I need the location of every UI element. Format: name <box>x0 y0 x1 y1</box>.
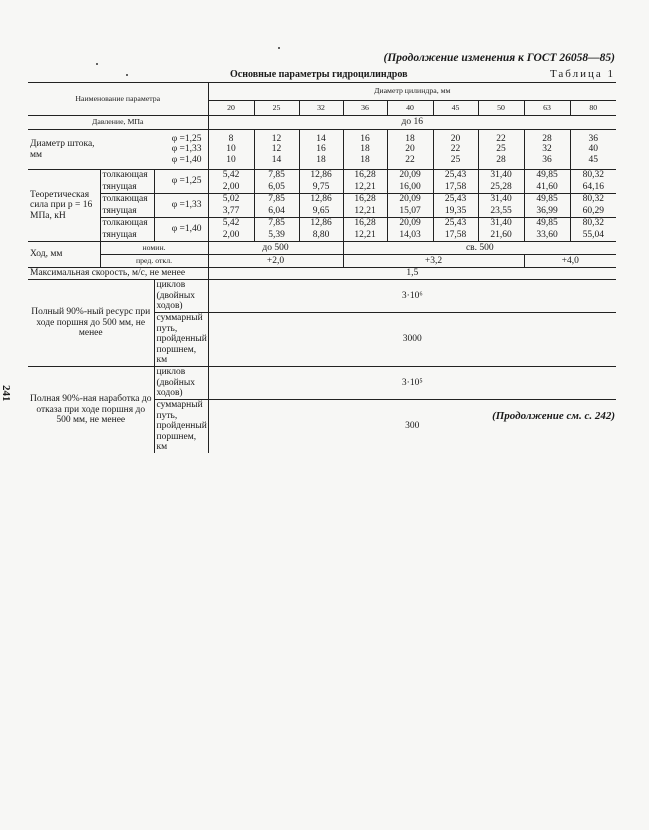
rod-value: 36 <box>542 154 552 165</box>
diameter-32: 32 <box>299 101 343 116</box>
force-pull-label: тянущая <box>100 230 154 242</box>
diameter-40: 40 <box>387 101 433 116</box>
param-header: Наименование параметра <box>28 83 208 116</box>
rod-value: 25 <box>496 144 506 155</box>
force-push-value: 7,85 <box>254 218 299 230</box>
force-push-value: 80,32 <box>570 194 616 206</box>
mtbf-label: Полная 90%-ная наработка до отказа при ходе поршня до 500 мм, не менее <box>30 394 152 426</box>
rod-value: 32 <box>542 144 552 155</box>
force-pull-value: 19,35 <box>433 206 478 218</box>
rod-phi-values <box>100 130 208 170</box>
force-push-value: 20,09 <box>387 194 433 206</box>
force-push-value: 49,85 <box>524 194 570 206</box>
force-push-value: 12,86 <box>299 218 343 230</box>
force-pull-value: 3,77 <box>208 206 254 218</box>
force-push-value: 20,09 <box>387 170 433 182</box>
force-push-value: 5,02 <box>208 194 254 206</box>
force-pull-value: 16,00 <box>387 182 433 194</box>
rod-value: 14 <box>271 154 282 165</box>
rod-value: 20 <box>405 144 415 155</box>
force-push-value: 5,42 <box>208 170 254 182</box>
force-push-value: 12,86 <box>299 170 343 182</box>
force-phi-1: φ =1,33 <box>154 194 208 218</box>
mtbf-cycles-value: 3·10⁵ <box>208 367 616 400</box>
rod-value: 10 <box>226 154 236 165</box>
rod-value: 18 <box>360 144 370 155</box>
force-push-label: толкающая <box>100 218 154 230</box>
scan-speck <box>96 63 98 65</box>
scan-speck <box>278 47 280 49</box>
force-pull-value: 12,21 <box>343 182 387 194</box>
force-pull-value: 17,58 <box>433 230 478 242</box>
force-pull-value: 6,05 <box>254 182 299 194</box>
rod-value: 12 <box>271 144 282 155</box>
stroke-dev-b: +3,2 <box>343 255 524 268</box>
force-pull-value: 21,60 <box>478 230 524 242</box>
stroke-dev-a: +2,0 <box>208 255 343 268</box>
rod-value: 28 <box>496 154 506 165</box>
force-pull-value: 5,39 <box>254 230 299 242</box>
stroke-nominal-label: номин. <box>100 242 208 255</box>
rod-value: 28 <box>542 133 552 144</box>
rod-values-63 <box>524 130 570 170</box>
mtbf-path-value: 300 <box>208 399 616 453</box>
rod-values-25 <box>254 130 299 170</box>
force-pull-value: 36,99 <box>524 206 570 218</box>
mtbf-path-label: суммарный путь, пройденный поршнем, км <box>154 399 208 453</box>
rod-value: 14 <box>316 133 326 144</box>
stroke-dev-c: +4,0 <box>524 255 616 268</box>
rod-value: 18 <box>360 154 370 165</box>
force-push-label: толкающая <box>100 170 154 182</box>
rod-values-80 <box>570 130 616 170</box>
resource-path-label: суммарный путь, пройденный поршнем, км <box>154 312 208 366</box>
force-pull-value: 9,75 <box>299 182 343 194</box>
force-pull-label: тянущая <box>100 206 154 218</box>
force-push-value: 25,43 <box>433 218 478 230</box>
force-pull-value: 8,80 <box>299 230 343 242</box>
force-push-value: 5,42 <box>208 218 254 230</box>
force-push-value: 25,43 <box>433 170 478 182</box>
force-pull-value: 2,00 <box>208 230 254 242</box>
pressure-value: до 16 <box>208 116 616 130</box>
force-pull-value: 25,28 <box>478 182 524 194</box>
force-push-value: 20,09 <box>387 218 433 230</box>
diameter-80: 80 <box>570 101 616 116</box>
rod-phi-2: φ =1,40 <box>171 154 202 165</box>
rod-value: 20 <box>450 133 461 144</box>
force-pull-value: 14,03 <box>387 230 433 242</box>
rod-phi-1: φ =1,33 <box>171 144 202 155</box>
rod-value: 25 <box>450 154 461 165</box>
stroke-nominal-b: св. 500 <box>343 242 616 255</box>
rod-value: 45 <box>588 154 599 165</box>
rod-values-32 <box>299 130 343 170</box>
rod-value: 16 <box>316 144 326 155</box>
force-pull-label: тянущая <box>100 182 154 194</box>
rod-value: 22 <box>496 133 506 144</box>
diameter-36: 36 <box>343 101 387 116</box>
rod-value: 40 <box>588 144 599 155</box>
rod-value: 12 <box>271 133 282 144</box>
diameter-20: 20 <box>208 101 254 116</box>
force-pull-value: 17,58 <box>433 182 478 194</box>
table-caption: Основные параметры гидроцилиндров <box>230 69 408 80</box>
force-pull-value: 23,55 <box>478 206 524 218</box>
mtbf-cycles-label: циклов (двойных ходов) <box>154 367 208 400</box>
rod-value: 22 <box>405 154 415 165</box>
force-pull-value: 33,60 <box>524 230 570 242</box>
stroke-label: Ход, мм <box>28 242 100 268</box>
force-push-value: 7,85 <box>254 170 299 182</box>
force-pull-value: 15,07 <box>387 206 433 218</box>
force-push-value: 12,86 <box>299 194 343 206</box>
force-pull-value: 55,04 <box>570 230 616 242</box>
parameters-table <box>28 82 616 453</box>
stroke-nominal-a: до 500 <box>208 242 343 255</box>
rod-value: 10 <box>226 144 236 155</box>
rod-value: 8 <box>228 133 234 144</box>
table-label: Таблица 1 <box>549 68 615 80</box>
force-phi-0: φ =1,25 <box>154 170 208 194</box>
resource-cycles-value: 3·10⁶ <box>208 280 616 313</box>
rod-label: Диаметр штока, мм <box>30 138 95 160</box>
force-push-value: 16,28 <box>343 218 387 230</box>
rod-values-40 <box>387 130 433 170</box>
rod-values-20 <box>208 130 254 170</box>
force-pull-value: 9,65 <box>299 206 343 218</box>
diameter-63: 63 <box>524 101 570 116</box>
stroke-dev-label: пред. откл. <box>100 255 208 268</box>
force-push-value: 49,85 <box>524 218 570 230</box>
max-speed-value: 1,5 <box>208 268 616 280</box>
force-pull-value: 12,21 <box>343 230 387 242</box>
diameter-25: 25 <box>254 101 299 116</box>
force-push-value: 25,43 <box>433 194 478 206</box>
force-push-value: 16,28 <box>343 194 387 206</box>
rod-value: 18 <box>405 133 415 144</box>
max-speed-label: Максимальная скорость, м/с, не менее <box>28 268 208 280</box>
rod-values-45 <box>433 130 478 170</box>
force-push-value: 31,40 <box>478 194 524 206</box>
scan-speck <box>126 74 128 76</box>
diameter-header: Диаметр цилиндра, мм <box>208 83 616 101</box>
force-pull-value: 60,29 <box>570 206 616 218</box>
pressure-label: Давление, МПа <box>28 116 208 130</box>
force-push-value: 31,40 <box>478 170 524 182</box>
diameter-50: 50 <box>478 101 524 116</box>
rod-value: 36 <box>588 133 599 144</box>
resource-label: Полный 90%-ный ресурс при ходе поршня до 500 мм, не менее <box>28 280 154 367</box>
resource-cycles-label: циклов (двойных ходов) <box>154 280 208 313</box>
force-push-value: 49,85 <box>524 170 570 182</box>
force-pull-value: 12,21 <box>343 206 387 218</box>
rod-values-50 <box>478 130 524 170</box>
force-pull-value: 64,16 <box>570 182 616 194</box>
page-number: 241 <box>0 385 12 402</box>
diameter-45: 45 <box>433 101 478 116</box>
force-pull-value: 2,00 <box>208 182 254 194</box>
force-label: Теоретическая сила при p = 16 МПа, кН <box>28 170 100 242</box>
continuation-footer: (Продолжение см. с. 242) <box>492 410 615 422</box>
force-pull-value: 41,60 <box>524 182 570 194</box>
rod-phi-0: φ =1,25 <box>171 133 202 144</box>
force-pull-value: 6,04 <box>254 206 299 218</box>
force-push-label: толкающая <box>100 194 154 206</box>
rod-values-36 <box>343 130 387 170</box>
rod-value: 22 <box>450 144 461 155</box>
force-push-value: 80,32 <box>570 218 616 230</box>
rod-value: 18 <box>316 154 326 165</box>
force-push-value: 16,28 <box>343 170 387 182</box>
force-phi-2: φ =1,40 <box>154 218 208 242</box>
force-push-value: 80,32 <box>570 170 616 182</box>
rod-value: 16 <box>360 133 370 144</box>
force-push-value: 7,85 <box>254 194 299 206</box>
resource-path-value: 3000 <box>208 312 616 366</box>
force-push-value: 31,40 <box>478 218 524 230</box>
continuation-header: (Продолжение изменения к ГОСТ 26058—85) <box>383 52 615 64</box>
